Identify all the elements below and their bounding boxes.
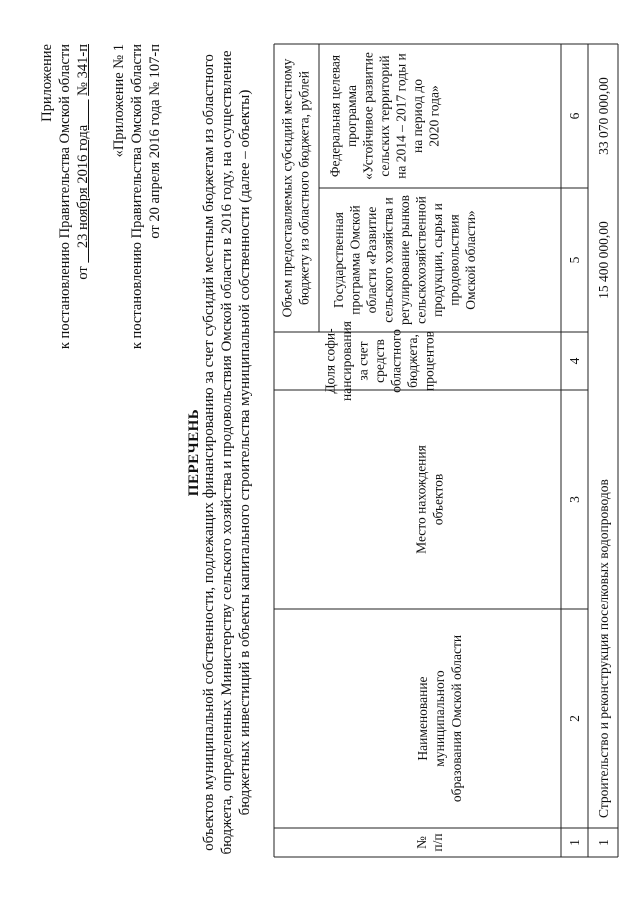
header-federal-program-line-3: «Устойчивое развитие (360, 52, 376, 180)
header-federal-program-line-4: сельских территорий (377, 55, 392, 177)
header-number-line-2: п/п (430, 833, 445, 852)
header-location-line-2: объектов (430, 473, 446, 526)
column-number-2: 2 (567, 715, 582, 722)
original-resolution-reference: к постановлению Правительства Омской области (129, 44, 145, 350)
header-cofinancing-share (323, 321, 437, 401)
resolution-number-text: 341-п (75, 44, 91, 79)
column-number-5: 5 (567, 256, 582, 264)
header-state-program-line-6: сельскохозяйственной (413, 196, 429, 324)
header-share-line-5: областного (388, 329, 404, 393)
header-federal-program-line-2: программа (344, 85, 359, 147)
header-state-program-line-2: программа Омской (347, 205, 363, 315)
header-share-line-4: средств (372, 339, 387, 383)
column-number-1: 1 (567, 839, 582, 846)
header-subsidy-volume (280, 58, 312, 317)
section-row-number: 1 (596, 839, 611, 846)
section-row-title: Строительство и реконструкция поселковых водопроводов (596, 479, 611, 818)
header-state-program-line-5: регулирование рынков (397, 195, 412, 325)
column-number-6: 6 (567, 112, 582, 120)
header-state-program-line-1: Государственная (331, 212, 346, 308)
subtitle-line-2: бюджета, определенных Министерству сельского хозяйства и продовольствия Омской области в 2016 году, на осуществление (219, 50, 235, 855)
header-state-program-line-9: Омской области» (463, 210, 478, 310)
original-appendix-label: «Приложение № 1 (111, 44, 127, 158)
date-prefix: от (75, 266, 91, 280)
header-state-program-line-8: продовольствия (446, 214, 462, 306)
appendix-label: Приложение (39, 44, 55, 122)
header-volume-line-2: бюджету из областного бюджета, рублей (296, 71, 312, 305)
header-federal-program-line-1: Федеральная целевая (327, 54, 343, 178)
section-row (596, 77, 611, 846)
header-municipality-line-1: Наименование (415, 676, 430, 761)
header-municipality (415, 635, 464, 802)
header-federal-program-line-5: на 2014 – 2017 годы и (393, 53, 409, 179)
header-number-line-1: № (414, 836, 429, 849)
header-federal-program-line-6: на период до (410, 78, 425, 154)
header-state-program (331, 195, 478, 325)
document-title: ПЕРЕЧЕНЬ (186, 408, 202, 497)
header-share-line-2: нансирования (339, 320, 354, 402)
header-volume-line-1: Объем предоставляемых субсидий местному (279, 58, 295, 318)
header-municipality-line-2: муниципального (432, 670, 447, 767)
section-state-amount: 15 400 000,00 (596, 221, 611, 299)
column-number-4: 4 (567, 357, 582, 365)
header-state-program-line-3: области «Развитие (364, 206, 379, 314)
column-number-3: 3 (567, 496, 582, 503)
original-resolution-date: от 20 апреля 2016 года № 107-п (147, 44, 163, 239)
header-location (414, 445, 446, 554)
header-state-program-line-4: сельского хозяйства и (380, 197, 396, 323)
section-federal-amount: 33 070 000,00 (596, 77, 611, 155)
header-share-line-7: процентов (421, 330, 437, 392)
header-federal-program (328, 52, 442, 180)
resolution-reference: к постановлению Правительства Омской области (57, 44, 73, 350)
header-number (414, 833, 445, 851)
header-share-line-3: за счет (355, 341, 371, 381)
number-prefix: № (75, 81, 91, 96)
header-location-line-1: Место нахождения (413, 445, 429, 554)
header-federal-program-line-7: 2020 года» (426, 85, 442, 147)
resolution-date-text: 23 ноября 2016 года (75, 124, 91, 249)
subtitle-line-3: бюджетных инвестиций в объекты капитального строительства муниципальной собственности (далее – объекты) (237, 89, 253, 816)
header-municipality-line-3: образования Омской области (449, 634, 464, 803)
header-state-program-line-7: продукции, сырья и (430, 203, 445, 317)
column-numbers-row (567, 112, 582, 846)
subtitle-line-1: объектов муниципальной собственности, подлежащих финансированию за счет субсидий местным бюджетам из областного (201, 54, 217, 851)
header-share-line-1: Доля софи- (322, 328, 338, 394)
header-share-line-6: бюджета, (405, 334, 420, 388)
